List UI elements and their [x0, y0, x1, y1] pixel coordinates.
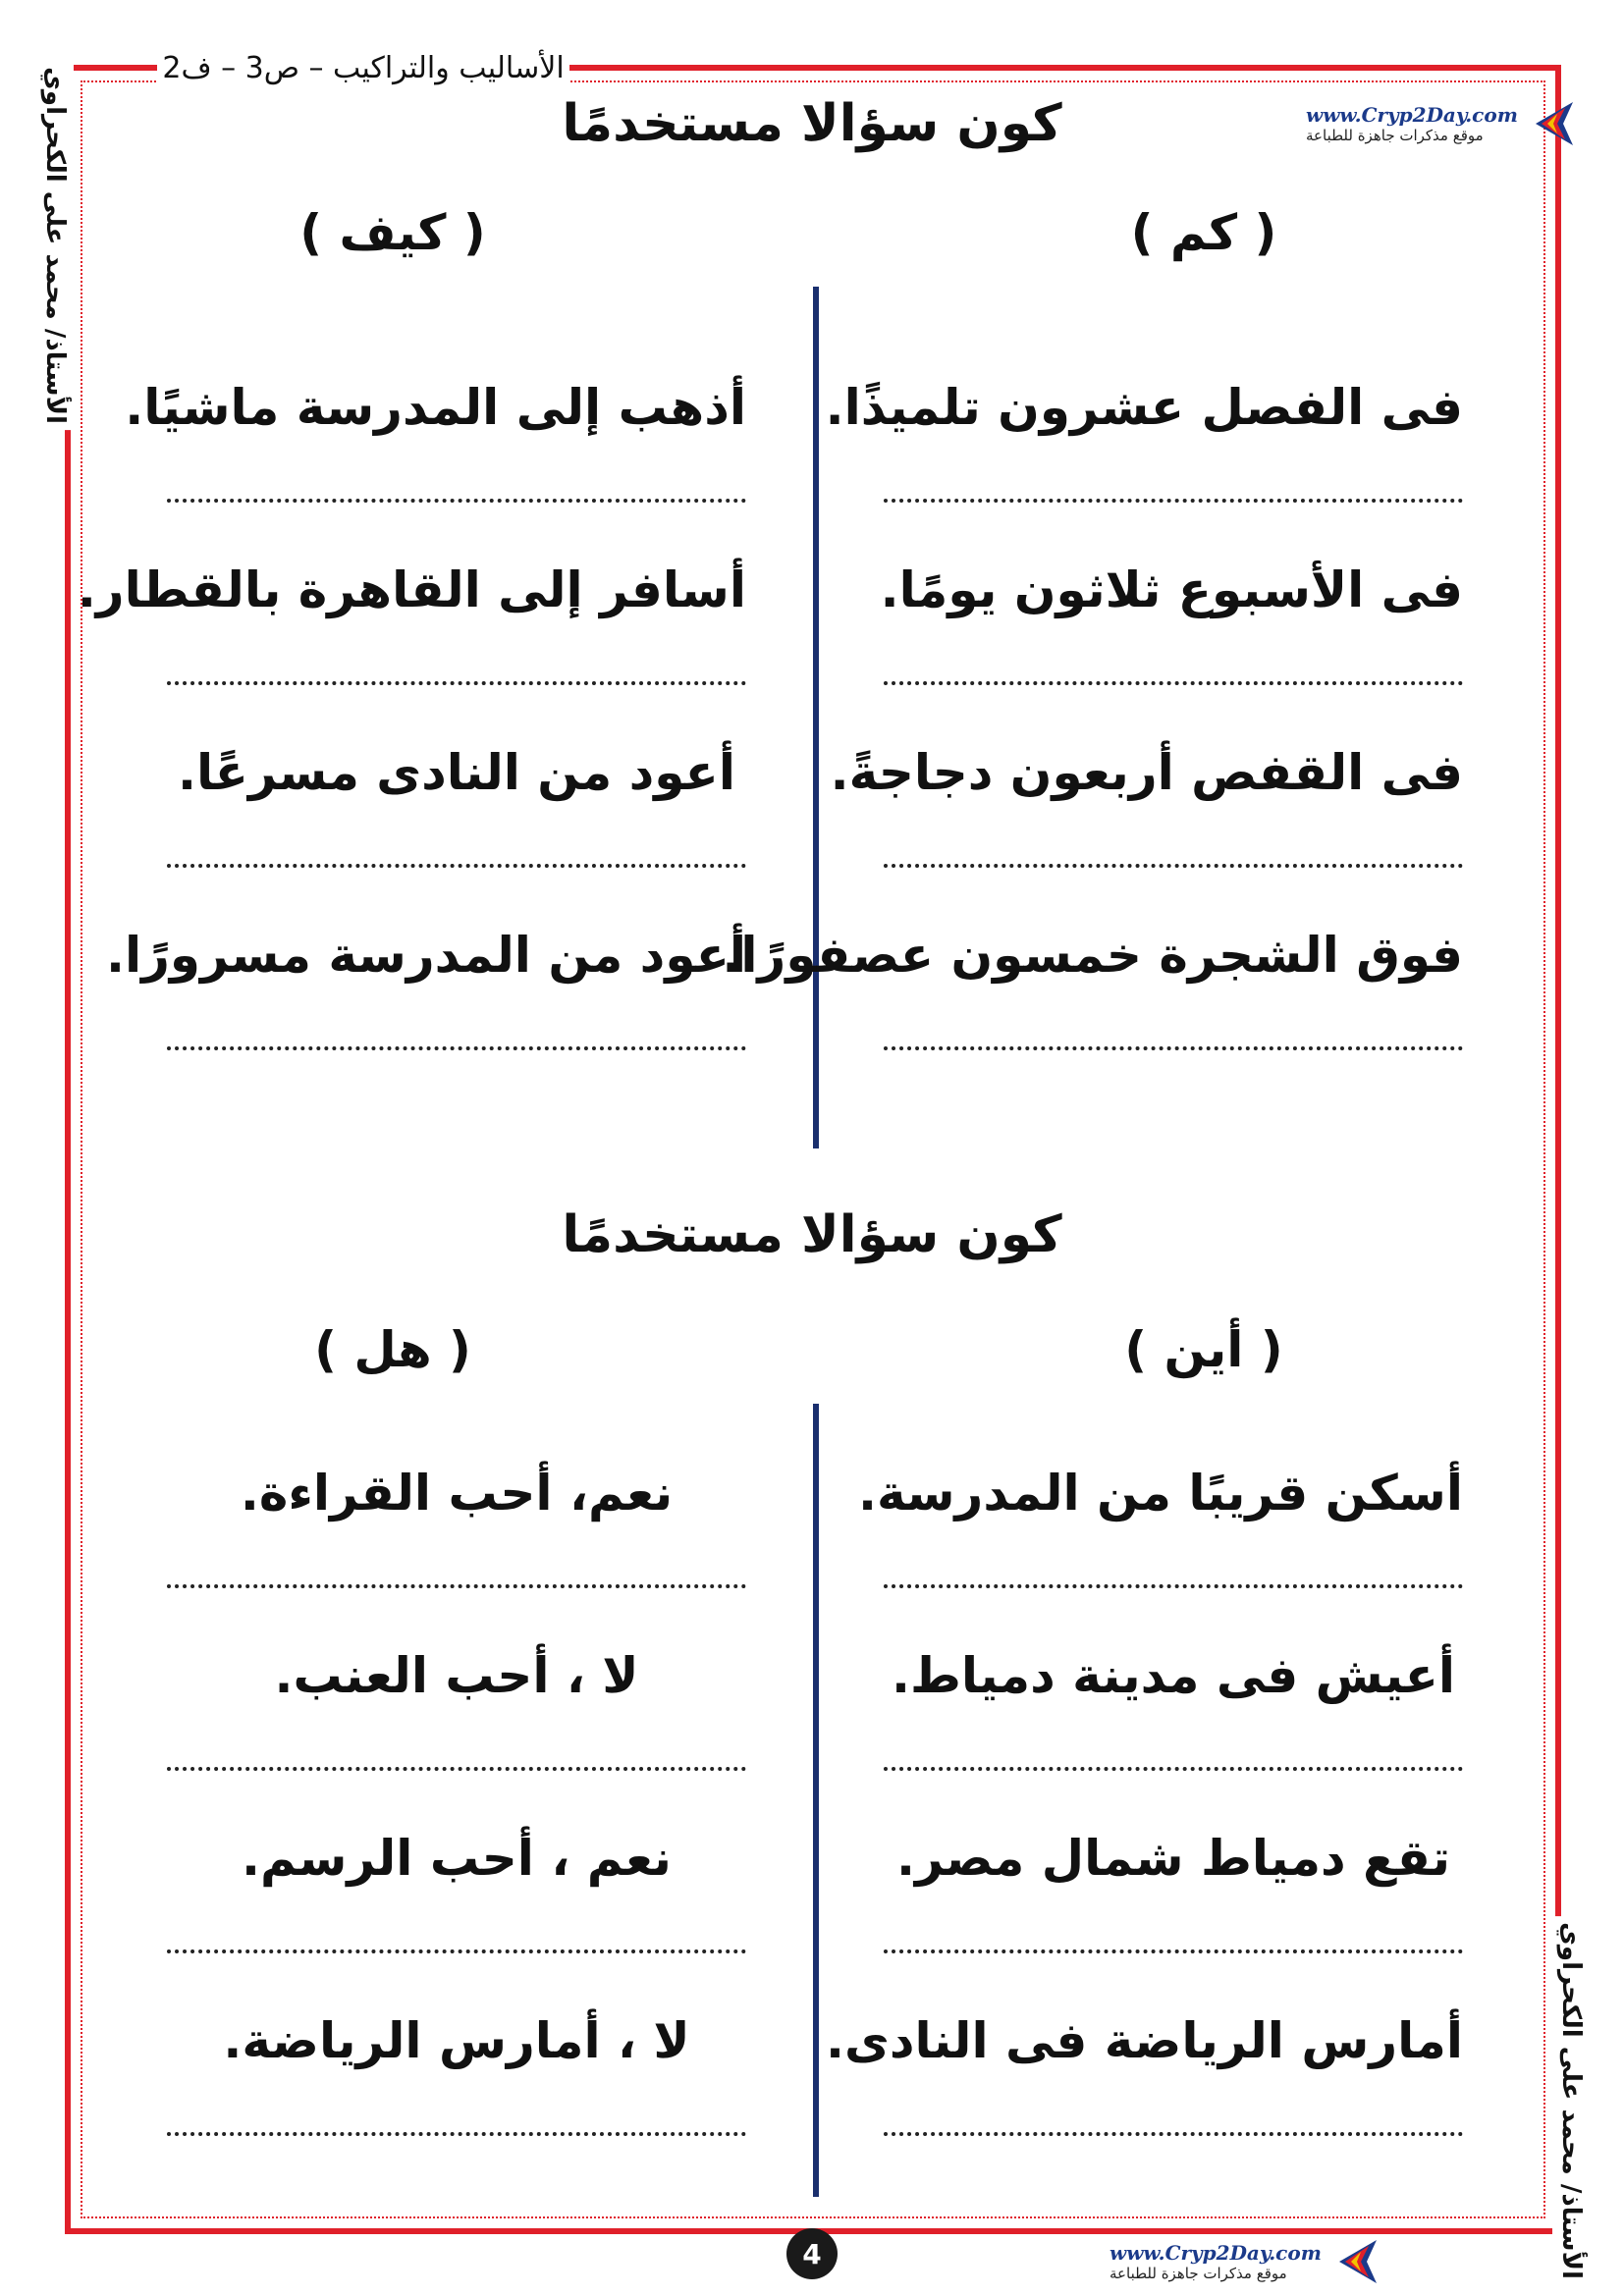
answer-line[interactable] [167, 2132, 746, 2136]
answer-line[interactable] [167, 681, 746, 685]
exercise-item [830, 728, 1463, 911]
exercise-sentence: أعود من المدرسة مسرورًا. [105, 927, 746, 984]
answer-line[interactable] [167, 1584, 746, 1588]
exercise-item [125, 363, 746, 546]
exercise-item [884, 1631, 1463, 1814]
exercise-item [167, 1814, 746, 1997]
exercise-sentence: تقع دمياط شمال مصر. [895, 1830, 1451, 1887]
exercise-item [858, 1449, 1463, 1631]
heading-kayfa: ( كيف ) [299, 204, 486, 261]
exercise-item [826, 1997, 1463, 2179]
teacher-credit-bottom: الأستاذ/ محمد على الكحراوي [1552, 1916, 1590, 2285]
answer-line[interactable] [884, 2132, 1463, 2136]
section-title-2: كون سؤالا مستخدمًا [562, 1205, 1062, 1264]
heading-kam: ( كم ) [1130, 204, 1277, 261]
answer-line[interactable] [167, 1046, 746, 1050]
exercise-item [167, 1449, 746, 1631]
exercise-sentence: فى القفص أربعون دجاجةً. [830, 744, 1463, 801]
column-divider-2 [813, 1404, 819, 2197]
logo-chevron-icon [1329, 2236, 1380, 2287]
exercise-sentence: لا ، أحب العنب. [274, 1647, 639, 1704]
exercise-sentence: فوق الشجرة خمسون عصفورًا. [722, 927, 1463, 984]
exercise-sentence: أسكن قريبًا من المدرسة. [858, 1465, 1463, 1522]
answer-line[interactable] [884, 1767, 1463, 1771]
exercise-item [167, 1997, 746, 2179]
exercise-sentence: نعم، أحب القراءة. [240, 1465, 674, 1522]
page-number: 4 [786, 2228, 838, 2279]
column-kam [722, 363, 1463, 1094]
answer-line[interactable] [167, 864, 746, 868]
exercise-sentence: أعيش فى مدينة دمياط. [892, 1647, 1455, 1704]
exercise-sentence: فى الفصل عشرون تلميذًا. [825, 379, 1463, 436]
answer-line[interactable] [884, 1046, 1463, 1050]
exercise-sentence: لا ، أمارس الرياضة. [223, 2012, 690, 2069]
exercise-sentence: فى الأسبوع ثلاثون يومًا. [880, 561, 1463, 618]
section-title-1: كون سؤالا مستخدمًا [562, 94, 1062, 153]
exercise-sentence: أمارس الرياضة فى النادى. [826, 2012, 1463, 2069]
answer-line[interactable] [884, 1584, 1463, 1588]
site-logo-bottom [1110, 2236, 1380, 2287]
exercise-sentence: أسافر إلى القاهرة بالقطار. [77, 561, 746, 618]
exercise-item [105, 911, 746, 1094]
logo-tagline: موقع مذكرات جاهزة للطباعة [1110, 2265, 1287, 2282]
logo-url: www.Cryp2Day.com [1110, 2241, 1322, 2265]
column-ayna [826, 1449, 1463, 2179]
exercise-sentence: نعم ، أحب الرسم. [242, 1830, 672, 1887]
exercise-item [77, 546, 746, 728]
logo-url: www.Cryp2Day.com [1306, 103, 1518, 127]
exercise-item [722, 911, 1463, 1094]
exercise-sentence: أذهب إلى المدرسة ماشيًا. [125, 379, 746, 436]
teacher-credit-top: الأستاذ/ محمد على الكحراوي [36, 61, 74, 430]
exercise-item [825, 363, 1463, 546]
exercise-item [884, 1814, 1463, 1997]
column-divider-1 [813, 287, 819, 1148]
exercise-item [880, 546, 1463, 728]
exercise-item [167, 728, 746, 911]
exercise-item [167, 1631, 746, 1814]
exercise-sentence: أعود من النادى مسرعًا. [178, 744, 735, 801]
heading-ayna: ( أين ) [1124, 1321, 1283, 1378]
answer-line[interactable] [884, 681, 1463, 685]
column-hal [167, 1449, 746, 2179]
answer-line[interactable] [167, 1767, 746, 1771]
answer-line[interactable] [884, 1949, 1463, 1953]
answer-line[interactable] [884, 499, 1463, 503]
column-kayfa [77, 363, 746, 1094]
header-label: الأساليب والتراكيب – ص3 – ف2 [157, 51, 569, 86]
answer-line[interactable] [167, 499, 746, 503]
logo-tagline: موقع مذكرات جاهزة للطباعة [1306, 127, 1484, 144]
answer-line[interactable] [884, 864, 1463, 868]
answer-line[interactable] [167, 1949, 746, 1953]
heading-hal: ( هل ) [314, 1321, 471, 1378]
